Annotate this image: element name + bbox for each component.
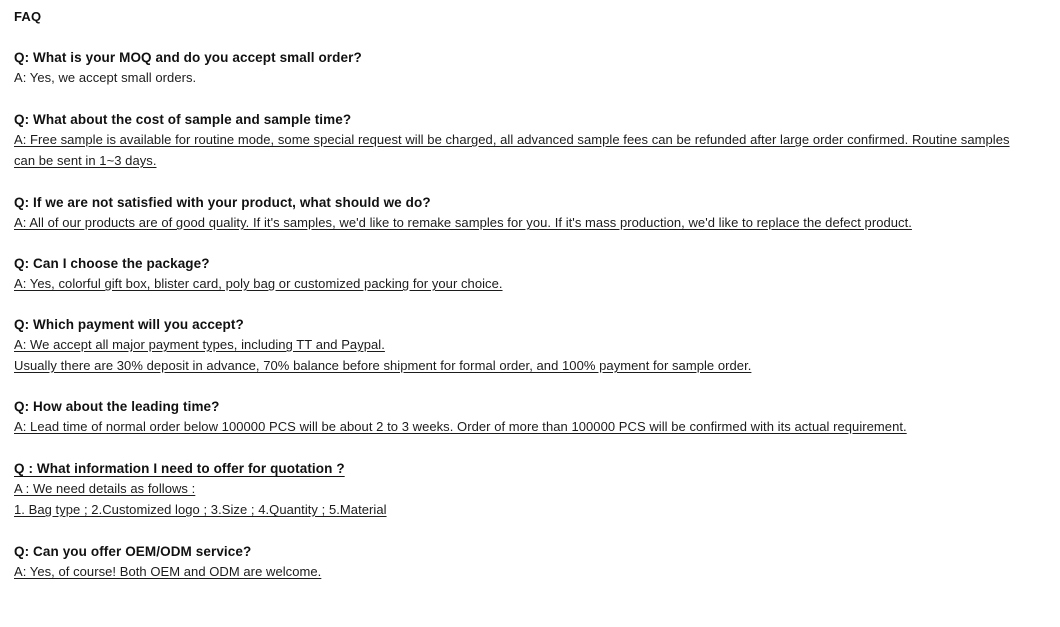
faq-question: Q: If we are not satisfied with your product, what should we do? xyxy=(14,195,431,210)
faq-question: Q: Can I choose the package? xyxy=(14,256,210,271)
spacer xyxy=(14,233,1050,254)
faq-question: Q: How about the leading time? xyxy=(14,399,220,414)
spacer xyxy=(14,437,1050,459)
faq-item xyxy=(14,254,1050,294)
faq-question: Q: Which payment will you accept? xyxy=(14,317,244,332)
faq-list xyxy=(14,48,1050,582)
faq-answer-line: A: Lead time of normal order below 100000 PCS will be about 2 to 3 weeks. Order of more than 100000 PCS will be confirmed with its actual requirement. xyxy=(14,419,907,434)
faq-answer-line: A: All of our products are of good quality. If it's samples, we'd like to remake samples for you. If it's mass production, we'd like to replace the defect product. xyxy=(14,215,912,230)
faq-question: Q: Can you offer OEM/ODM service? xyxy=(14,544,252,559)
faq-answer-line: A: We accept all major payment types, including TT and Paypal. xyxy=(14,337,385,352)
faq-answer-line: A: Yes, of course! Both OEM and ODM are welcome. xyxy=(14,564,322,579)
spacer xyxy=(14,88,1050,110)
faq-answer-line: A: Yes, colorful gift box, blister card, poly bag or customized packing for your choice. xyxy=(14,276,503,291)
spacer xyxy=(14,294,1050,315)
spacer xyxy=(14,171,1050,193)
faq-item xyxy=(14,542,1050,582)
faq-answer-line: A : We need details as follows : xyxy=(14,481,196,496)
faq-item xyxy=(14,193,1050,233)
faq-question: Q: What about the cost of sample and sample time? xyxy=(14,112,352,127)
faq-question: Q : What information I need to offer for quotation ? xyxy=(14,461,345,476)
page-title: FAQ xyxy=(14,9,42,24)
faq-item xyxy=(14,459,1050,520)
faq-answer-line: Usually there are 30% deposit in advance, 70% balance before shipment for formal order, and 100% payment for sample order. xyxy=(14,358,752,373)
faq-item xyxy=(14,48,1050,88)
faq-answer-line: A: Free sample is available for routine mode, some special request will be charged, all advanced sample fees can be refunded after large order confirmed. Routine samples xyxy=(14,132,1010,147)
faq-item xyxy=(14,110,1050,171)
faq-answer-line: can be sent in 1~3 days. xyxy=(14,153,157,168)
faq-answer-line: 1. Bag type ; 2.Customized logo ; 3.Size ; 4.Quantity ; 5.Material xyxy=(14,502,387,517)
faq-item xyxy=(14,315,1050,376)
faq-item xyxy=(14,397,1050,437)
spacer xyxy=(14,376,1050,397)
faq-question: Q: What is your MOQ and do you accept small order? xyxy=(14,50,362,65)
spacer xyxy=(14,520,1050,542)
faq-answer-line: A: Yes, we accept small orders. xyxy=(14,70,197,85)
